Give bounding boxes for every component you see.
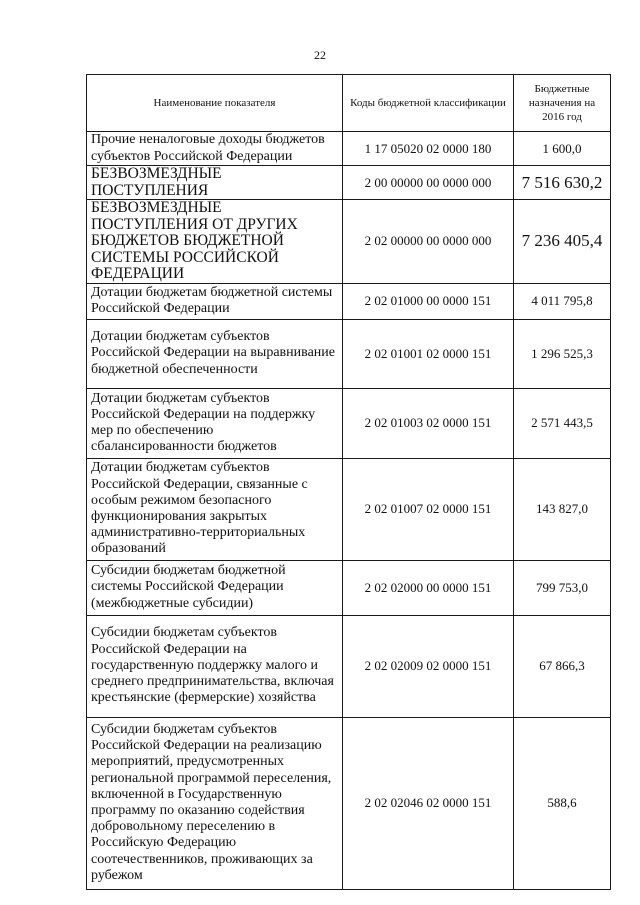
row-amount: 1 600,0: [514, 132, 611, 166]
page-number: 22: [314, 48, 326, 62]
header-name: Наименование показателя: [87, 75, 343, 132]
row-amount: 4 011 795,8: [514, 283, 611, 319]
table-row: [87, 717, 611, 889]
row-code: 2 02 01007 02 0000 151: [343, 458, 514, 560]
row-amount: 1 296 525,3: [514, 319, 611, 388]
row-name: Дотации бюджетам субъектов Российской Федерации, связанные с особым режимом безопасного функционирования закрытых административно-территориальных образований: [87, 458, 343, 560]
table-header-row: [87, 75, 611, 132]
row-name: Дотации бюджетам субъектов Российской Федерации на поддержку мер по обеспечению сбалансированности бюджетов: [87, 388, 343, 458]
budget-table: [86, 74, 611, 890]
row-name: Дотации бюджетам субъектов Российской Федерации на выравнивание бюджетной обеспеченности: [87, 319, 343, 388]
row-amount: 799 753,0: [514, 560, 611, 615]
table-row: [87, 132, 611, 166]
row-name: БЕЗВОЗМЕЗДНЫЕ ПОСТУПЛЕНИЯ: [87, 166, 343, 200]
table-row: [87, 319, 611, 388]
row-amount: 2 571 443,5: [514, 388, 611, 458]
row-code: 1 17 05020 02 0000 180: [343, 132, 514, 166]
table-row: [87, 388, 611, 458]
row-amount: 67 866,3: [514, 615, 611, 717]
row-name: Субсидии бюджетам бюджетной системы Российской Федерации (межбюджетные субсидии): [87, 560, 343, 615]
table-row: [87, 200, 611, 284]
row-name: Субсидии бюджетам субъектов Российской Федерации на реализацию мероприятий, предусмотренных региональной программой переселения, включенной в Государственную программу по оказанию содействия добровольному переселению в Российскую Федерацию соотечественников, проживающих за рубежом: [87, 717, 343, 889]
row-amount: 143 827,0: [514, 458, 611, 560]
table-row: [87, 560, 611, 615]
header-amount: Бюджетные назначения на 2016 год: [514, 75, 611, 132]
table-row: [87, 283, 611, 319]
row-code: 2 02 01001 02 0000 151: [343, 319, 514, 388]
row-name: БЕЗВОЗМЕЗДНЫЕ ПОСТУПЛЕНИЯ ОТ ДРУГИХ БЮДЖЕТОВ БЮДЖЕТНОЙ СИСТЕМЫ РОССИЙСКОЙ ФЕДЕРАЦИИ: [87, 200, 343, 284]
row-code: 2 02 00000 00 0000 000: [343, 200, 514, 284]
row-code: 2 02 01003 02 0000 151: [343, 388, 514, 458]
table-row: [87, 166, 611, 200]
row-code: 2 02 01000 00 0000 151: [343, 283, 514, 319]
row-amount: 7 236 405,4: [514, 200, 611, 284]
row-code: 2 00 00000 00 0000 000: [343, 166, 514, 200]
table-row: [87, 458, 611, 560]
row-amount: 588,6: [514, 717, 611, 889]
row-amount: 7 516 630,2: [514, 166, 611, 200]
row-name: Дотации бюджетам бюджетной системы Российской Федерации: [87, 283, 343, 319]
row-code: 2 02 02000 00 0000 151: [343, 560, 514, 615]
header-code: Коды бюджетной классификации: [343, 75, 514, 132]
row-code: 2 02 02009 02 0000 151: [343, 615, 514, 717]
table-row: [87, 615, 611, 717]
row-name: Прочие неналоговые доходы бюджетов субъектов Российской Федерации: [87, 132, 343, 166]
row-code: 2 02 02046 02 0000 151: [343, 717, 514, 889]
row-name: Субсидии бюджетам субъектов Российской Федерации на государственную поддержку малого и среднего предпринимательства, включая крестьянские (фермерские) хозяйства: [87, 615, 343, 717]
